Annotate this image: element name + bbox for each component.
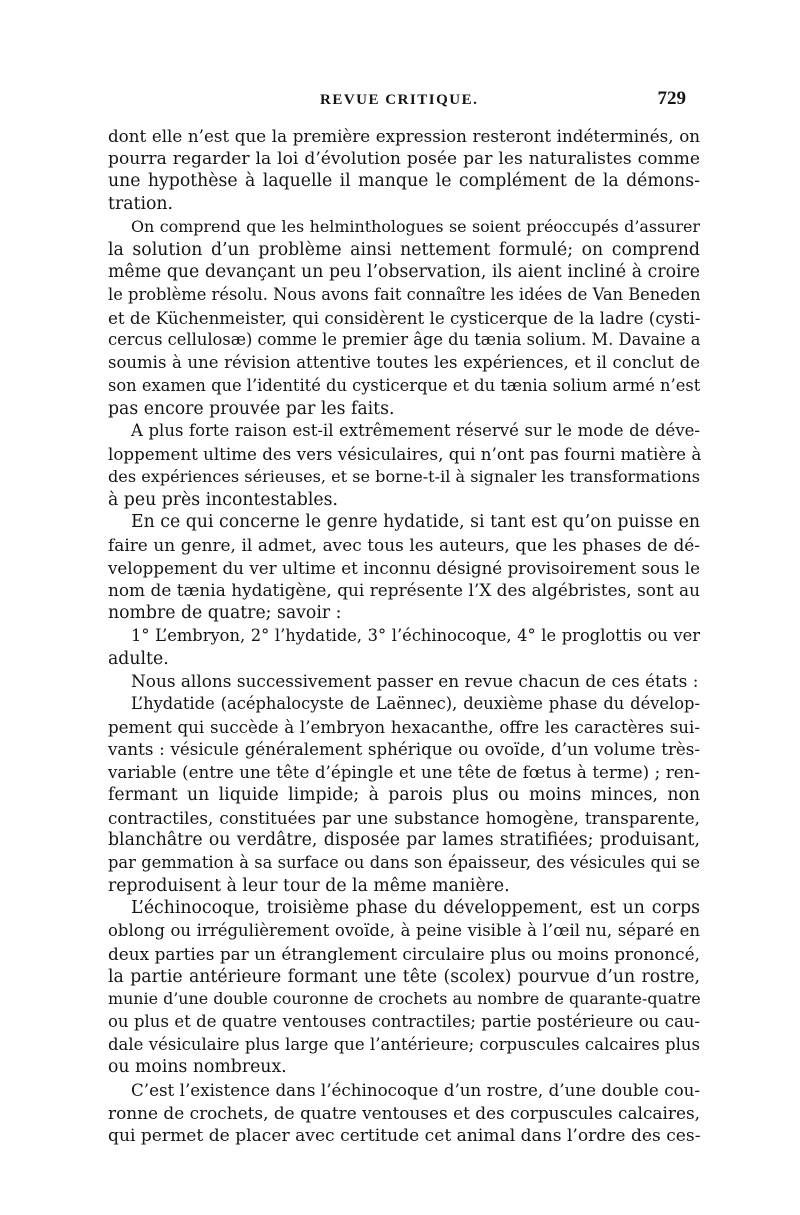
text-line: loppement ultime des vers vésiculaires, qui n’ont pas fourni matière à <box>108 444 702 465</box>
text-line: nom de tænia hydatigène, qui représente l’X des algébristes, sont au <box>108 580 700 601</box>
running-head: REVUE CRITIQUE. <box>320 92 479 108</box>
text-line: veloppement du ver ultime et inconnu désigné provisoirement sous le <box>108 557 700 578</box>
text-line: tration. <box>108 194 174 215</box>
text-line: faire un genre, il admet, avec tous les auteurs, que les phases de dé- <box>108 534 700 555</box>
text-line: On comprend que les helminthologues se soient préoccupés d’assurer <box>131 216 700 236</box>
text-line: L’échinocoque, troisième phase du développement, est un corps <box>131 898 700 919</box>
text-line: pas encore prouvée par les faits. <box>108 398 395 419</box>
text-line: A plus forte raison est-il extrêmement réservé sur le mode de déve- <box>131 421 700 441</box>
text-line: blanchâtre ou verdâtre, disposée par lames stratifiées; produisant, <box>108 830 700 851</box>
text-line: même que devançant un peu l’observation, ils aient incliné à croire <box>108 262 700 283</box>
text-line: ou plus et de quatre ventouses contractiles; partie postérieure ou cau- <box>108 1012 700 1032</box>
text-line: C’est l’existence dans l’échinocoque d’un rostre, d’une double cou- <box>131 1080 700 1101</box>
text-line: nombre de quatre; savoir : <box>108 603 342 624</box>
text-line: dale vésiculaire plus large que l’antérieure; corpuscules calcaires plus <box>108 1034 700 1054</box>
text-line: son examen que l’identité du cysticerque et du tænia solium armé n’est <box>108 375 701 395</box>
text-line: fermant un liquide limpide; à parois plus ou moins minces, non <box>108 784 700 805</box>
text-line: la solution d’un problème ainsi nettement formulé; on comprend <box>108 239 700 260</box>
text-line: la partie antérieure formant une tête (scolex) pourvue d’un rostre, <box>108 966 700 987</box>
text-line: une hypothèse à laquelle il manque le complément de la démons- <box>108 171 700 192</box>
text-line: munie d’une double couronne de crochets au nombre de quarante-quatre <box>108 989 701 1009</box>
text-line: pement qui succède à l’embryon hexacanthe, offre les caractères sui- <box>108 716 700 737</box>
text-line: qui permet de placer avec certitude cet animal dans l’ordre des ces- <box>108 1125 701 1146</box>
text-line: L’hydatide (acéphalocyste de Laënnec), deuxième phase du dévelop- <box>131 693 700 713</box>
body-text <box>108 125 700 1147</box>
text-line: vants : vésicule généralement sphérique ou ovoïde, d’un volume très- <box>108 739 700 760</box>
text-line: En ce qui concerne le genre hydatide, si tant est qu’on puisse en <box>131 512 700 533</box>
text-line: par gemmation à sa surface ou dans son épaisseur, des vésicules qui se <box>108 853 700 872</box>
text-line: ou moins nombreux. <box>108 1057 287 1078</box>
text-line: contractiles, constituées par une substance homogène, transparente, <box>108 807 700 828</box>
text-line: dont elle n’est que la première expression resteront indéterminés, on <box>108 126 700 146</box>
text-line: pourra regarder la loi d’évolution posée par les naturalistes comme <box>108 148 700 169</box>
text-line: soumis à une révision attentive toutes les expériences, et il conclut de <box>108 353 700 373</box>
text-line: deux parties par un étranglement circulaire plus ou moins prononcé, <box>108 943 700 964</box>
text-line: et de Küchenmeister, qui considèrent le cysticerque de la ladre (cysti- <box>108 307 701 328</box>
text-line: reproduisent à leur tour de la même manière. <box>108 875 510 896</box>
page-number: 729 <box>657 88 686 109</box>
text-line: le problème résolu. Nous avons fait connaître les idées de Van Beneden <box>108 285 701 305</box>
text-line: 1° L’embryon, 2° l’hydatide, 3° l’échinocoque, 4° le proglottis ou ver <box>131 625 700 645</box>
page-header <box>112 86 686 116</box>
text-line: des expériences sérieuses, et se borne-t-il à signaler les transformations <box>108 466 700 486</box>
text-line: cercus cellulosæ) comme le premier âge du tænia solium. M. Davaine a <box>108 330 701 350</box>
text-line: adulte. <box>108 648 169 669</box>
text-line: ronne de crochets, de quatre ventouses et des corpuscules calcaires, <box>108 1102 700 1123</box>
text-line: à peu près incontestables. <box>108 489 338 510</box>
text-line: oblong ou irrégulièrement ovoïde, à peine visible à l’œil nu, séparé en <box>108 921 700 941</box>
text-line: variable (entre une tête d’épingle et une tête de fœtus à terme) ; ren- <box>108 762 700 783</box>
text-line: Nous allons successivement passer en revue chacun de ces états : <box>131 671 699 692</box>
